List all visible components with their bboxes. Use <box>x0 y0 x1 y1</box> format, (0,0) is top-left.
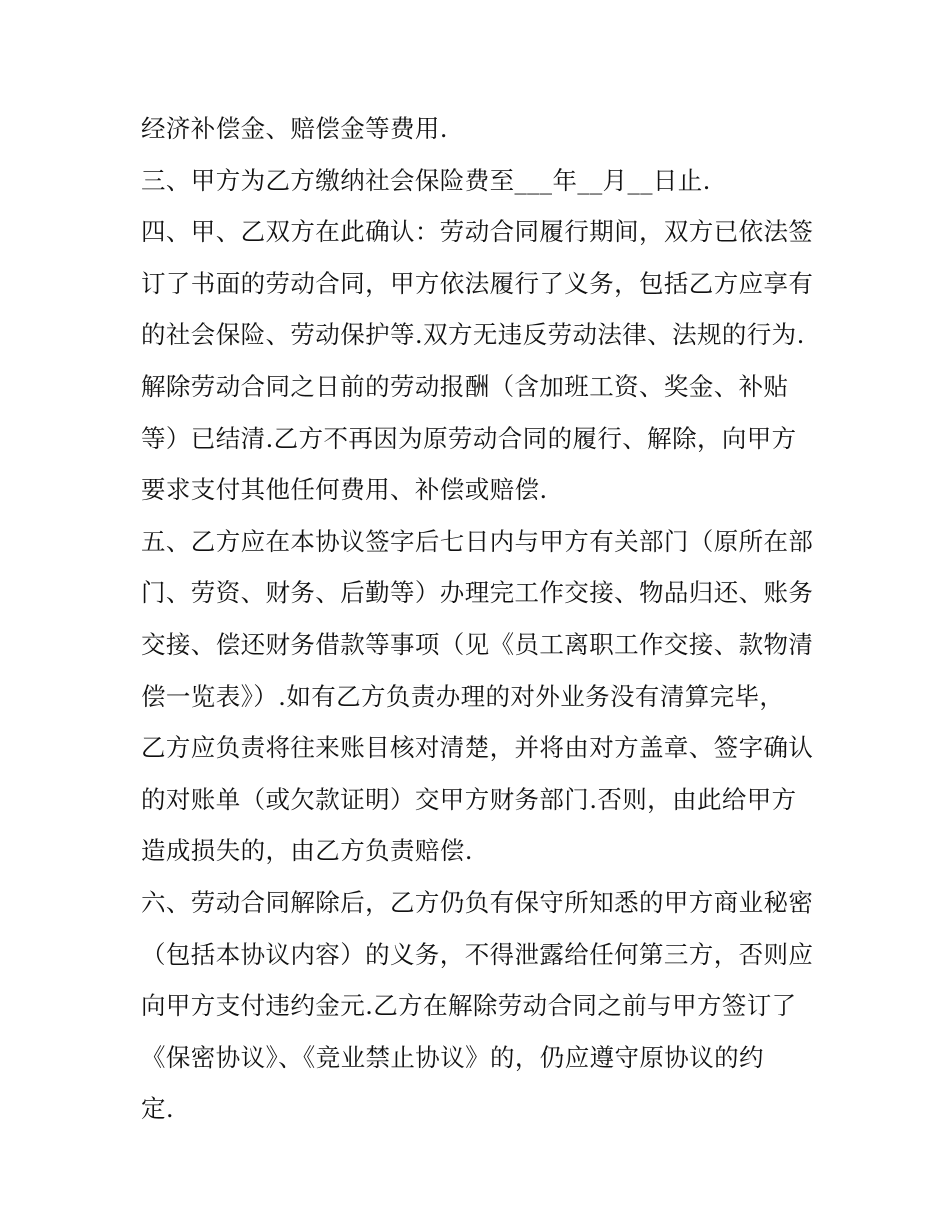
document-body <box>141 103 831 1135</box>
text-line: 向甲方支付违约金元.乙方在解除劳动合同之前与甲方签订了 <box>141 991 797 1021</box>
text-line: 门、劳资、财务、后勤等）办理完工作交接、物品归还、账务 <box>141 578 814 608</box>
text-line: 造成损失的，由乙方负责赔偿. <box>141 836 473 866</box>
text-line: 要求支付其他任何费用、补偿或赔偿. <box>141 475 548 505</box>
text-line: 六、劳动合同解除后，乙方仍负有保守所知悉的甲方商业秘密 <box>141 887 814 917</box>
text-line: 定. <box>141 1094 175 1124</box>
text-line: 的社会保险、劳动保护等.双方无违反劳动法律、法规的行为. <box>141 320 805 350</box>
text-line: 订了书面的劳动合同，甲方依法履行了义务，包括乙方应享有 <box>141 268 814 298</box>
text-line: 乙方应负责将往来账目核对清楚，并将由对方盖章、签字确认 <box>141 733 814 763</box>
text-line: 等）已结清.乙方不再因为原劳动合同的履行、解除，向甲方 <box>141 423 797 453</box>
text-line: 的对账单（或欠款证明）交甲方财务部门.否则，由此给甲方 <box>141 784 797 814</box>
text-line: 交接、偿还财务借款等事项（见《员工离职工作交接、款物清 <box>141 629 814 659</box>
text-line: 四、甲、乙双方在此确认：劳动合同履行期间，双方已依法签 <box>141 217 814 247</box>
text-line: 经济补偿金、赔偿金等费用. <box>141 114 448 143</box>
text-line: 解除劳动合同之日前的劳动报酬（含加班工资、奖金、补贴 <box>141 371 789 401</box>
text-line: 《保密协议》、《竞业禁止协议》的，仍应遵守原协议的约 <box>141 1042 764 1072</box>
text-line: 五、乙方应在本协议签字后七日内与甲方有关部门（原所在部 <box>141 526 814 556</box>
text-line: 三、甲方为乙方缴纳社会保险费至___年__月__日止. <box>141 165 711 195</box>
text-line: （包括本协议内容）的义务，不得泄露给任何第三方，否则应 <box>141 939 814 969</box>
text-line: 偿一览表》）.如有乙方负责办理的对外业务没有清算完毕， <box>141 681 785 711</box>
